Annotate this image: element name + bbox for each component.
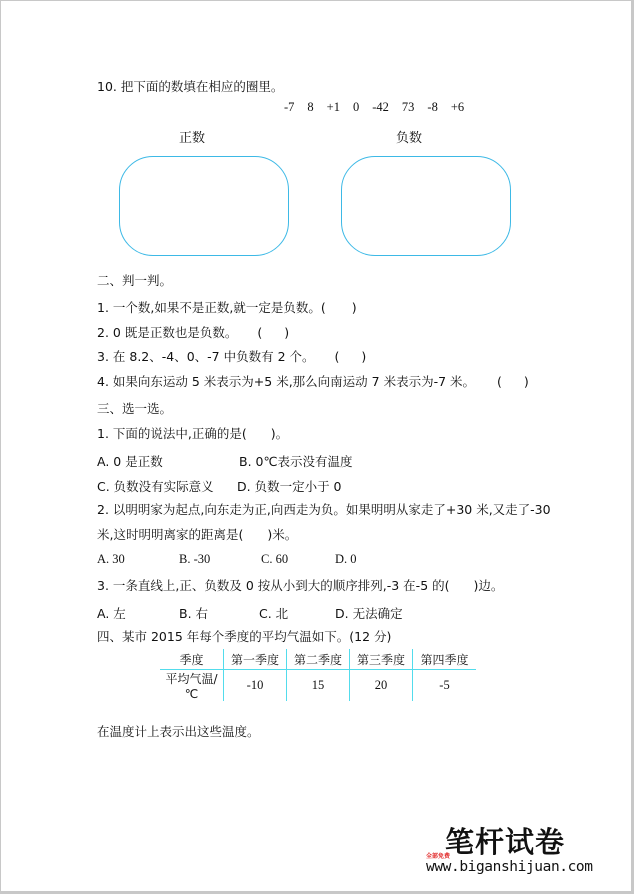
table-cell: 20 — [350, 670, 413, 702]
judge-item-text: 3. 在 8.2、-4、0、-7 中负数有 2 个。 — [97, 349, 315, 364]
choice-q2-stem-line1: 2. 以明明家为起点,向东走为正,向西走为负。如果明明从家走了+30 米,又走了-30 — [97, 502, 551, 517]
stem-end: )边。 — [473, 578, 504, 593]
q3-option-a: A. 左 — [97, 606, 126, 621]
section4-heading: 四、某市 2015 年每个季度的平均气温如下。(12 分) — [97, 629, 392, 644]
judge-item-1 — [97, 300, 357, 316]
q2-option-c: C. 60 — [261, 552, 289, 566]
judge-item-3 — [97, 349, 366, 365]
watermark-url: www.biganshijuan.com — [426, 859, 593, 875]
temperature-table — [160, 649, 476, 701]
q3-option-b: B. 右 — [179, 606, 209, 621]
q2-option-b: B. -30 — [179, 552, 211, 566]
q1-option-b: B. 0℃表示没有温度 — [239, 454, 353, 469]
number-item: 73 — [401, 100, 415, 114]
q1-option-c: C. 负数没有实际意义 — [97, 479, 214, 494]
negative-answer-oval[interactable] — [341, 156, 511, 256]
judge-item-4 — [97, 374, 529, 390]
q10-title: 10. 把下面的数填在相应的圈里。 — [97, 79, 284, 94]
judge-item-2 — [97, 325, 289, 341]
q10-numbers — [284, 100, 477, 115]
table-header-cell: 第一季度 — [224, 649, 287, 670]
q2-option-d: D. 0 — [335, 552, 357, 566]
number-item: 0 — [352, 100, 360, 114]
paren-close: ) — [284, 325, 290, 340]
paren-close: ) — [523, 374, 529, 389]
paren-close: ) — [351, 300, 357, 315]
table-header-cell: 第四季度 — [413, 649, 477, 670]
stem-end: )。 — [270, 426, 289, 441]
paren-open: ( — [257, 325, 263, 340]
negative-label: 负数 — [396, 131, 423, 146]
section4-instruction: 在温度计上表示出这些温度。 — [97, 724, 260, 739]
paren-close: ) — [361, 349, 367, 364]
number-item: +1 — [326, 100, 340, 114]
watermark-brand: 笔杆试卷 — [445, 825, 566, 859]
stem-text: 米,这时明明离家的距离是( — [97, 527, 244, 542]
table-header-row — [160, 649, 476, 670]
positive-label: 正数 — [179, 131, 206, 146]
judge-item-text: 4. 如果向东运动 5 米表示为+5 米,那么向南运动 7 米表示为-7 米。 — [97, 374, 476, 389]
section3-heading: 三、选一选。 — [97, 401, 173, 416]
number-item: -42 — [372, 100, 389, 114]
stem-text: 1. 下面的说法中,正确的是( — [97, 426, 247, 441]
q3-option-c: C. 北 — [259, 606, 289, 621]
paren-open: ( — [497, 374, 502, 389]
q3-option-d: D. 无法确定 — [335, 606, 403, 621]
worksheet-page — [1, 1, 631, 891]
table-cell: -5 — [413, 670, 477, 702]
table-row-label: 平均气温/℃ — [165, 672, 218, 701]
table-cell: -10 — [224, 670, 287, 702]
choice-q3-stem — [97, 578, 503, 594]
q2-option-a: A. 30 — [97, 552, 125, 566]
choice-q2-stem-line2 — [97, 527, 297, 543]
number-item: 8 — [307, 100, 314, 114]
stem-end: )米。 — [267, 527, 298, 542]
judge-item-text: 2. 0 既是正数也是负数。 — [97, 325, 238, 340]
table-header-cell: 季度 — [160, 649, 224, 670]
judge-item-text: 1. 一个数,如果不是正数,就一定是负数。( — [97, 300, 326, 315]
watermark-free-tag: 全部免费 — [426, 853, 451, 860]
paren-open: ( — [334, 349, 340, 364]
stem-text: 3. 一条直线上,正、负数及 0 按从小到大的顺序排列,-3 在-5 的( — [97, 578, 450, 593]
q1-option-d: D. 负数一定小于 0 — [237, 479, 342, 494]
number-item: +6 — [450, 100, 465, 114]
table-row — [160, 670, 476, 702]
table-header-cell: 第二季度 — [287, 649, 350, 670]
section2-heading: 二、判一判。 — [97, 273, 173, 288]
number-item: -8 — [427, 100, 438, 114]
table-cell: 15 — [287, 670, 350, 702]
number-item: -7 — [284, 100, 295, 114]
table-header-cell: 第三季度 — [350, 649, 413, 670]
positive-answer-oval[interactable] — [119, 156, 289, 256]
q1-option-a: A. 0 是正数 — [97, 454, 163, 469]
choice-q1-stem — [97, 426, 288, 442]
